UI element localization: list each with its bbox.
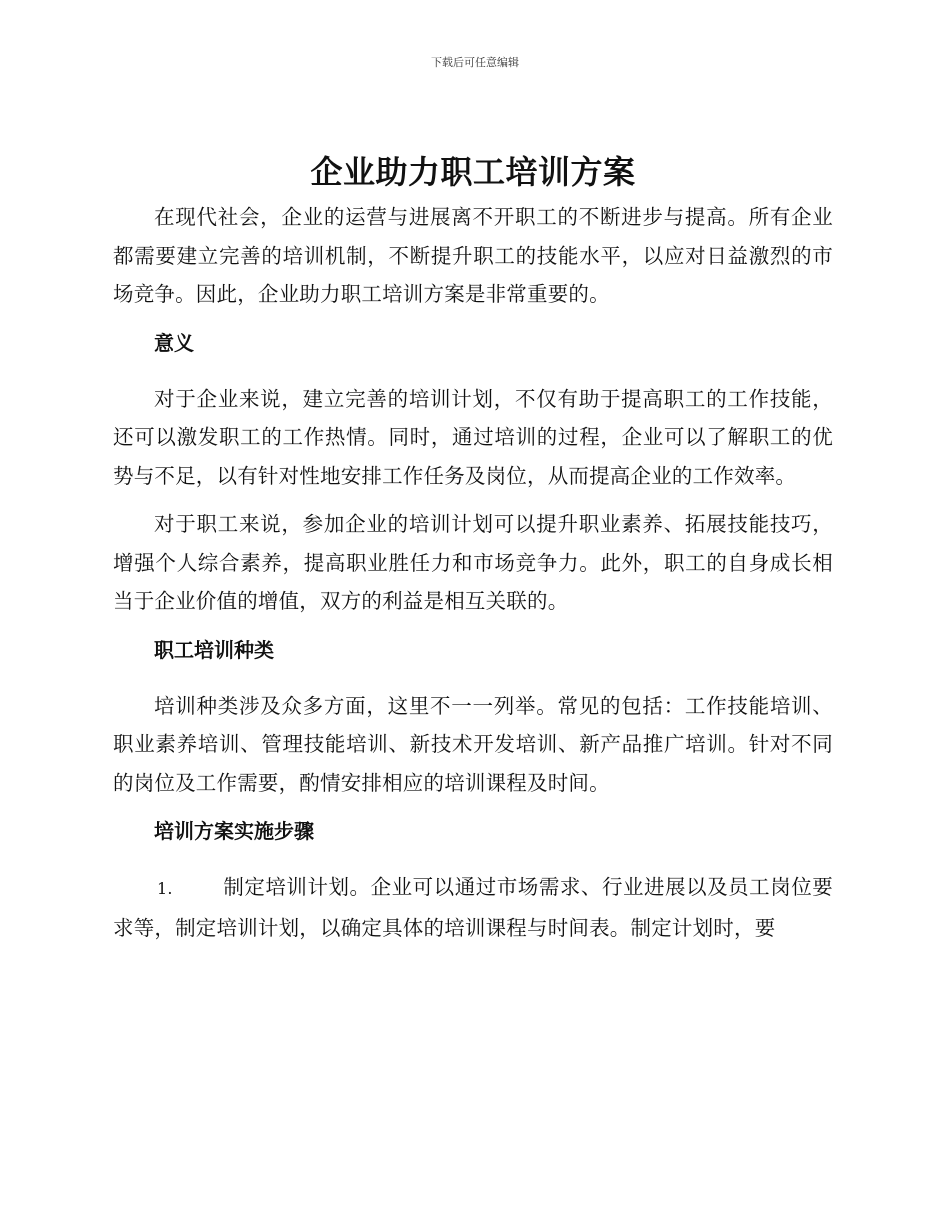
significance-paragraph-1: 对于企业来说，建立完善的培训计划，不仅有助于提高职工的工作技能，还可以激发职工的工作热情。同时，通过培训的过程，企业可以了解职工的优势与不足，以有针对性地安排工作任务及岗位，从而提高企业的工作效率。 — [113, 386, 833, 488]
significance-paragraph-2: 对于职工来说，参加企业的培训计划可以提升职业素养、拓展技能技巧，增强个人综合素养，提高职业胜任力和市场竞争力。此外，职工的自身成长相当于企业价值的增值，双方的利益是相互关联的。 — [113, 512, 833, 613]
list-item-text: 制定培训计划。企业可以通过市场需求、行业进展以及员工岗位要求等，制定培训计划，以确定具体的培训课程与时间表。制定计划时，要 — [113, 875, 833, 940]
header-note: 下载后可任意编辑 — [431, 56, 519, 69]
section-heading-types: 职工培训种类 — [154, 637, 274, 662]
intro-paragraph: 在现代社会，企业的运营与进展离不开职工的不断进步与提高。所有企业都需要建立完善的培训机制，不断提升职工的技能水平，以应对日益激烈的市场竞争。因此，企业助力职工培训方案是非常重要的。 — [113, 205, 833, 306]
document-title: 企业助力职工培训方案 — [310, 153, 636, 191]
list-item — [113, 868, 833, 947]
types-paragraph: 培训种类涉及众多方面，这里不一一列举。常见的包括：工作技能培训、职业素养培训、管理技能培训、新技术开发培训、新产品推广培训。针对不同的岗位及工作需要，酌情安排相应的培训课程及时间。 — [113, 693, 833, 795]
document-body — [113, 150, 833, 947]
list-item-number: 1. — [157, 879, 173, 898]
section-heading-significance: 意义 — [154, 330, 194, 355]
section-heading-steps: 培训方案实施步骤 — [154, 819, 314, 843]
